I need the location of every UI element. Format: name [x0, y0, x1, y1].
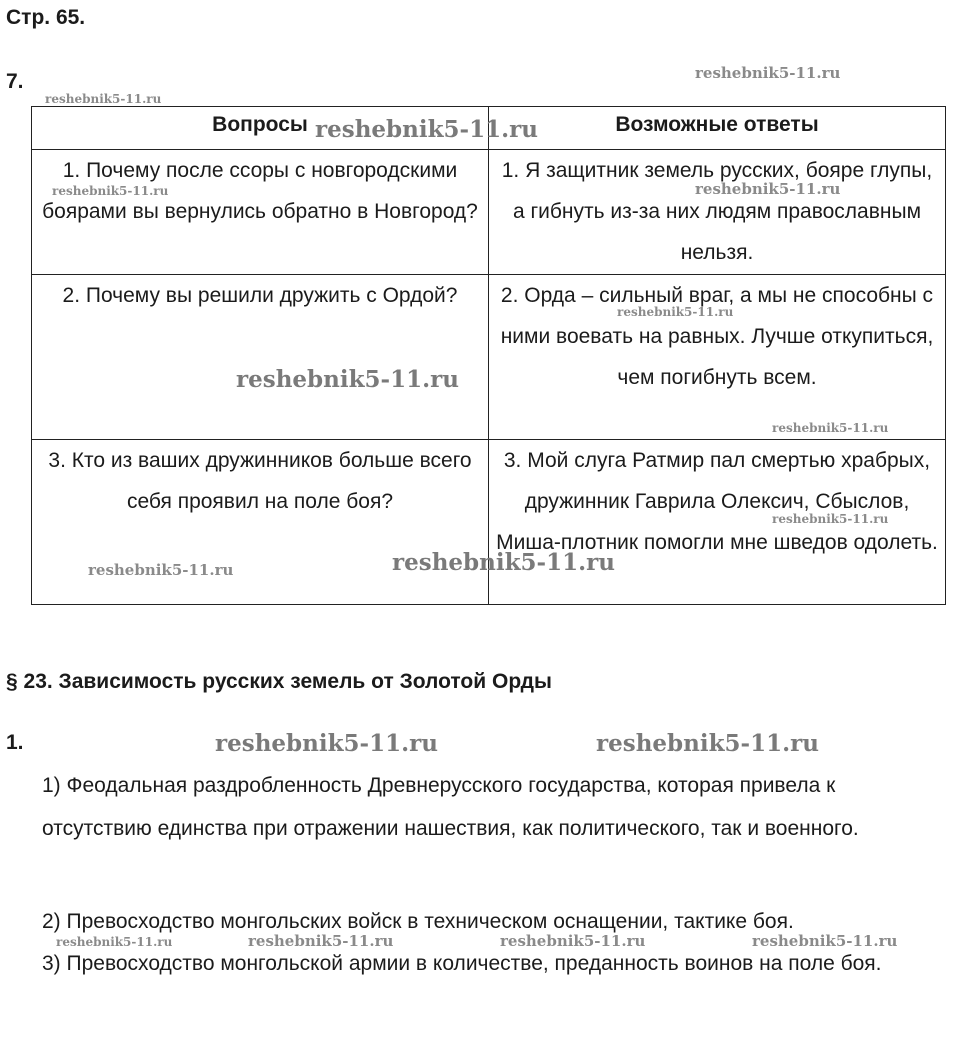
- table-row: [32, 440, 946, 605]
- watermark: reshebnik5-11.ru: [695, 64, 841, 82]
- watermark: reshebnik5-11.ru: [215, 730, 438, 757]
- watermark: reshebnik5-11.ru: [500, 932, 646, 950]
- watermark: reshebnik5-11.ru: [88, 561, 234, 579]
- watermark: reshebnik5-11.ru: [596, 730, 819, 757]
- table-header-row: [32, 107, 946, 150]
- watermark: reshebnik5-11.ru: [772, 421, 889, 435]
- section-title: § 23. Зависимость русских земель от Золотой Орды: [6, 670, 552, 693]
- question-cell: 3. Кто из ваших дружинников больше всего себя проявил на поле боя?: [32, 440, 489, 605]
- watermark: reshebnik5-11.ru: [695, 180, 841, 198]
- task-1-number: 1.: [6, 731, 24, 754]
- watermark: reshebnik5-11.ru: [236, 366, 459, 393]
- qa-table: [31, 106, 946, 605]
- task-7-number: 7.: [6, 70, 24, 93]
- header-answers: Возможные ответы: [489, 107, 946, 150]
- watermark: reshebnik5-11.ru: [56, 935, 173, 949]
- watermark: reshebnik5-11.ru: [248, 932, 394, 950]
- question-cell: 2. Почему вы решили дружить с Ордой?: [32, 275, 489, 440]
- watermark: reshebnik5-11.ru: [45, 92, 162, 106]
- question-cell: 1. Почему после ссоры с новгородскими боярами вы вернулись обратно в Новгород?: [32, 150, 489, 275]
- table-row: [32, 150, 946, 275]
- header-questions: Вопросы: [32, 107, 489, 150]
- watermark: reshebnik5-11.ru: [617, 305, 734, 319]
- answer-cell: 1. Я защитник земель русских, бояре глупы, а гибнуть из-за них людям православным нельзя.: [489, 150, 946, 275]
- reason-item: 3) Превосходство монгольской армии в количестве, преданность воинов на поле боя.: [42, 952, 882, 975]
- answer-cell: 2. Орда – сильный враг, а мы не способны с ними воевать на равных. Лучше откупиться, чем погибнуть всем.: [489, 275, 946, 440]
- answer-cell: 3. Мой слуга Ратмир пал смертью храбрых, дружинник Гаврила Олексич, Сбыслов, Миша-плотник помогли мне шведов одолеть.: [489, 440, 946, 605]
- watermark: reshebnik5-11.ru: [315, 116, 538, 143]
- watermark: reshebnik5-11.ru: [772, 512, 889, 526]
- reason-item: 2) Превосходство монгольских войск в техническом оснащении, тактике боя.: [42, 910, 794, 933]
- watermark: reshebnik5-11.ru: [752, 932, 898, 950]
- reason-item: 1) Феодальная раздробленность Древнерусского государства, которая привела к отсутствию единства при отражении нашествия, как политического, так и военного.: [42, 774, 859, 840]
- watermark: reshebnik5-11.ru: [392, 549, 615, 576]
- page-number: Стр. 65.: [6, 6, 86, 29]
- watermark: reshebnik5-11.ru: [52, 184, 169, 198]
- table-row: [32, 275, 946, 440]
